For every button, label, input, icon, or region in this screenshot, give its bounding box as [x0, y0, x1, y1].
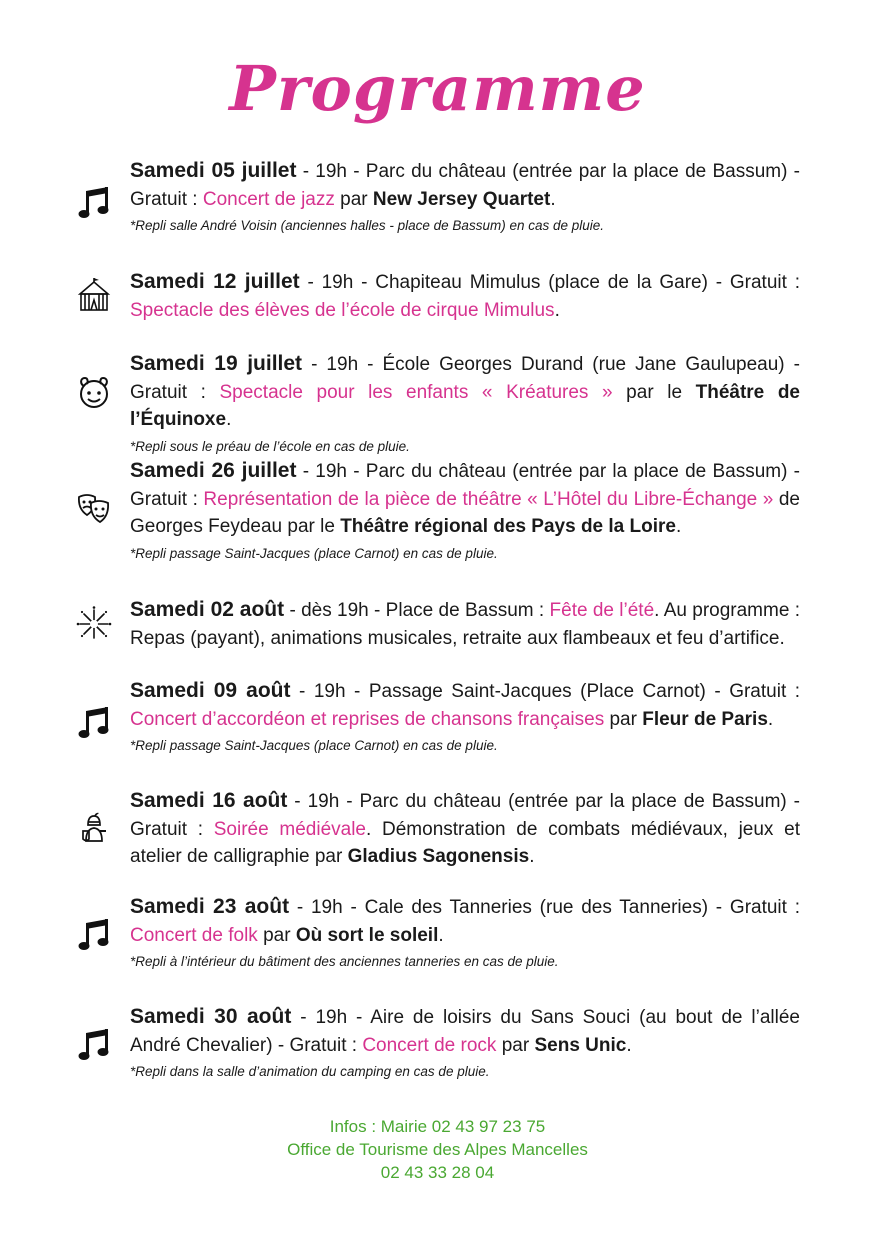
event-details: - 19h - Chapiteau Mimulus (place de la Gare) - Gratuit :: [299, 272, 800, 293]
knight-icon: [76, 811, 112, 847]
event-highlight: Concert de folk: [130, 924, 258, 946]
event-text: [130, 1003, 800, 1085]
event-date: Samedi 12 juillet: [130, 270, 300, 293]
footer-info: [0, 1115, 875, 1184]
event-details-3: .: [675, 516, 682, 537]
event-text: [130, 457, 800, 567]
event-note: *Repli passage Saint-Jacques (place Carnot) en cas de pluie.: [130, 545, 498, 561]
event-details-2: . Démonstration de combats médiévaux, jeux et atelier de calligraphie par: [130, 818, 801, 867]
event-details-3: .: [767, 708, 774, 730]
music-notes-icon: [76, 1027, 112, 1063]
event-date: Samedi 30 août: [130, 1005, 292, 1028]
event-text: [130, 893, 800, 975]
event-note: *Repli salle André Voisin (anciennes halles - place de Bassum) en cas de pluie.: [130, 218, 605, 233]
event-details-3: .: [226, 409, 232, 430]
event-details: - 19h - Parc du château (entrée par la place de Bassum) - Gratuit :: [130, 461, 800, 510]
event-date: Samedi 19 juillet: [130, 352, 303, 375]
event-performer: Sens Unic: [534, 1034, 627, 1056]
event-date: Samedi 16 août: [130, 789, 288, 812]
event-details: - dès 19h - Place de Bassum :: [284, 600, 550, 621]
event-date: Samedi 09 août: [130, 679, 291, 702]
event-details: - 19h - Parc du château (entrée par la place de Bassum) - Gratuit :: [130, 791, 800, 840]
theatre-masks-icon: [76, 491, 112, 527]
event-details-2: par: [604, 708, 643, 730]
footer-phone: 02 43 33 28 04: [380, 1163, 495, 1182]
event-note: *Repli à l’intérieur du bâtiment des anciennes tanneries en cas de pluie.: [130, 954, 559, 969]
event-date: Samedi 23 août: [130, 895, 290, 918]
event-text: [130, 787, 800, 871]
circus-tent-icon: [76, 278, 112, 314]
event-details-2: .: [554, 299, 560, 321]
music-notes-icon: [76, 705, 112, 741]
event-text: [130, 677, 800, 759]
event-details-2: de Georges Feydeau par le: [130, 488, 800, 537]
event-date: Samedi 02 août: [130, 598, 285, 621]
event-details-2: par le: [612, 381, 696, 403]
footer-mairie: Infos : Mairie 02 43 97 23 75: [329, 1117, 546, 1136]
event-details-3: .: [529, 846, 535, 867]
event-details-3: .: [626, 1034, 632, 1056]
child-face-icon: [76, 374, 112, 410]
music-notes-icon: [76, 185, 112, 221]
event-details-2: par: [496, 1034, 535, 1056]
event-performer: Fleur de Paris: [642, 708, 768, 730]
event-details-3: .: [550, 188, 556, 210]
event-highlight: Concert d’accordéon et reprises de chansons françaises: [130, 708, 605, 730]
event-text: [130, 157, 800, 239]
event-date: Samedi 26 juillet: [130, 459, 297, 482]
event-performer: New Jersey Quartet: [372, 188, 551, 210]
event-performer: Théâtre de l’Équinoxe: [130, 381, 801, 430]
event-text: [130, 268, 800, 324]
event-details-2: par: [257, 924, 296, 946]
footer-office: Office de Tourisme des Alpes Mancelles: [287, 1140, 588, 1159]
event-highlight: Spectacle des élèves de l’école de cirque Mimulus: [130, 299, 555, 321]
event-highlight: Concert de jazz: [202, 188, 335, 210]
event-details: - 19h - Passage Saint-Jacques (Place Carnot) - Gratuit :: [290, 681, 800, 702]
event-highlight: Spectacle pour les enfants « Kréatures »: [219, 381, 613, 403]
event-details-2: . Au programme : Repas (payant), animations musicales, retraite aux flambeaux et feu d’artifice.: [130, 600, 800, 649]
event-note: *Repli dans la salle d’animation du camping en cas de pluie.: [130, 1064, 490, 1079]
event-details: - 19h - Aire de loisirs du Sans Souci (au bout de l’allée André Chevalier) - Gratuit :: [130, 1007, 800, 1056]
fireworks-icon: [76, 606, 112, 642]
event-text: [130, 350, 800, 460]
event-highlight: Soirée médiévale: [213, 818, 367, 840]
event-note: *Repli sous le préau de l’école en cas de pluie.: [130, 438, 410, 454]
event-details: - 19h - Cale des Tanneries (rue des Tanneries) - Gratuit :: [289, 897, 800, 918]
event-details: - 19h - École Georges Durand (rue Jane Gaulupeau) - Gratuit :: [130, 354, 800, 403]
music-notes-icon: [76, 917, 112, 953]
event-performer: Théâtre régional des Pays de la Loire: [340, 516, 676, 537]
event-note: *Repli passage Saint-Jacques (place Carnot) en cas de pluie.: [130, 738, 498, 753]
event-highlight: Concert de rock: [362, 1034, 497, 1056]
event-performer: Où sort le soleil: [295, 924, 439, 946]
event-performer: Gladius Sagonensis: [347, 846, 530, 867]
event-details: - 19h - Parc du château (entrée par la place de Bassum) - Gratuit :: [130, 161, 800, 210]
event-date: Samedi 05 juillet: [130, 159, 297, 182]
event-details-2: par: [334, 188, 373, 210]
event-highlight: Représentation de la pièce de théâtre « L’Hôtel du Libre-Échange »: [203, 488, 774, 510]
event-text: [130, 596, 800, 652]
event-highlight: Fête de l’été: [549, 600, 655, 621]
event-details-3: .: [438, 924, 444, 946]
page-title: Programme: [229, 52, 646, 125]
